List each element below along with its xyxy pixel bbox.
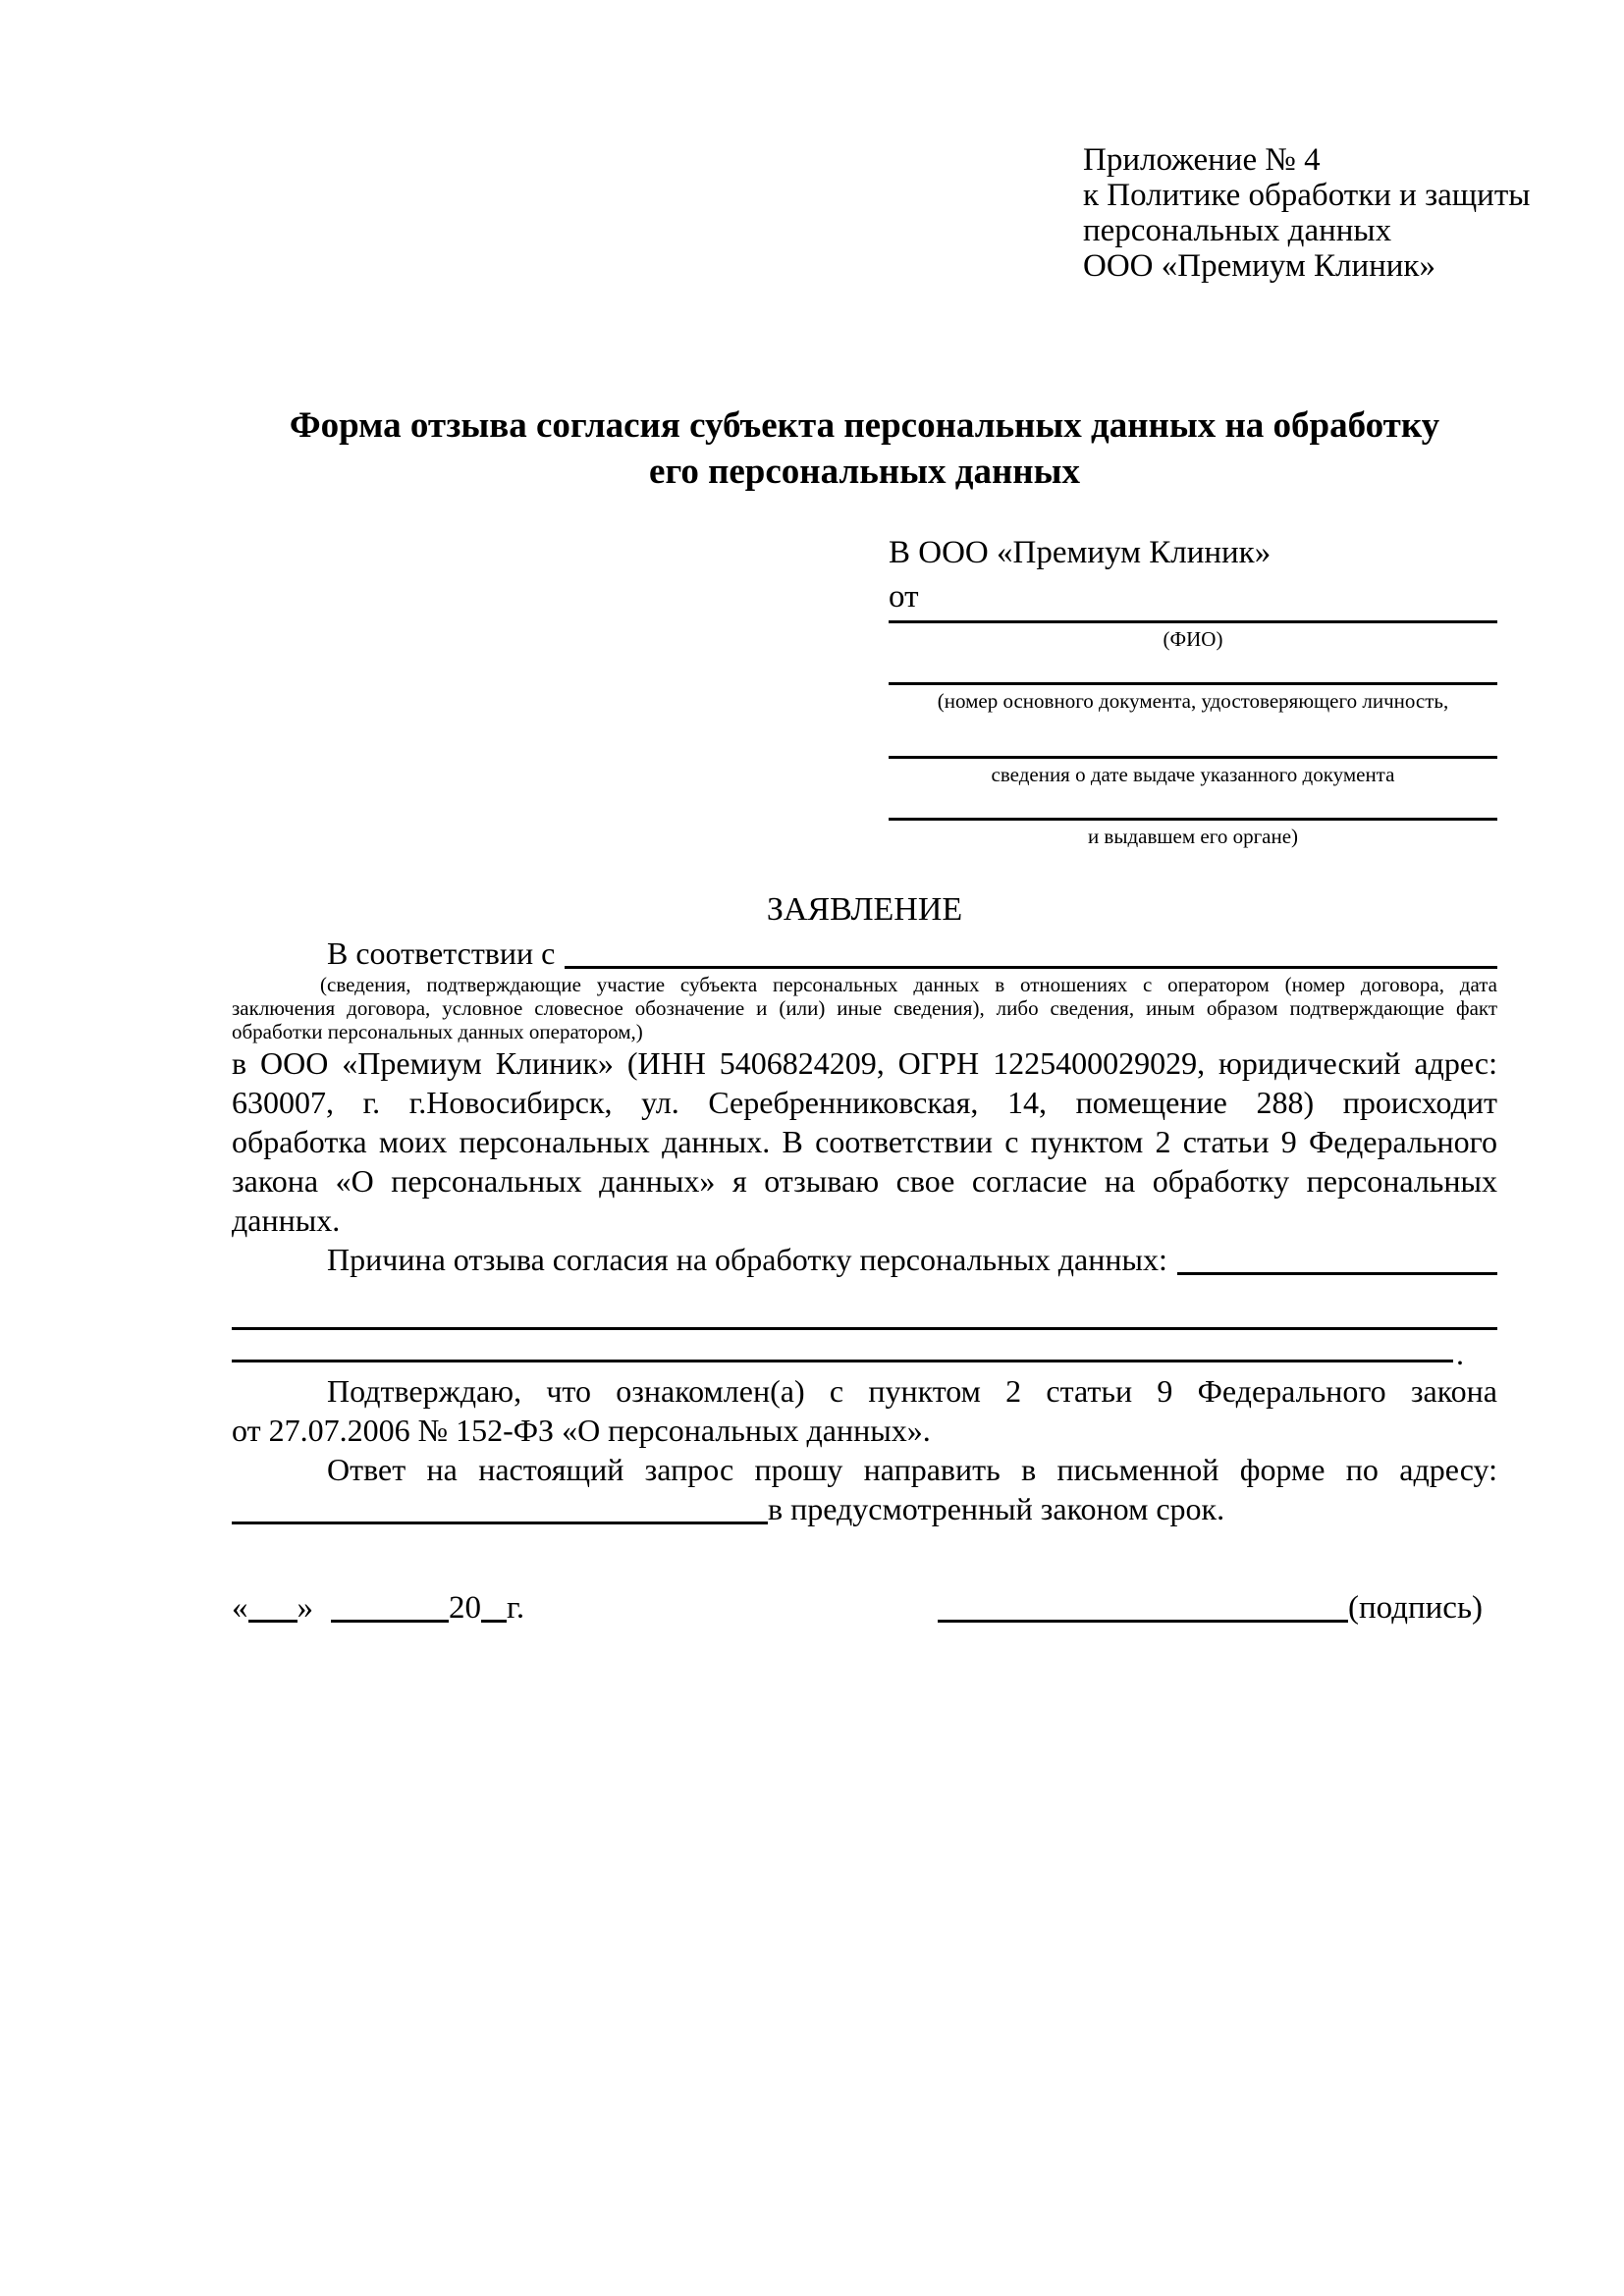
blank-line-period: . xyxy=(1456,1336,1464,1371)
body-paragraph xyxy=(232,1043,1497,1240)
intro-blank-line xyxy=(565,966,1497,969)
signature-field xyxy=(938,1588,1483,1628)
fine-print-line-3: обработки персональных данных оператором,) xyxy=(232,1020,643,1043)
issuing-authority-caption: и выдавшем его органе) xyxy=(1087,825,1299,848)
date-year-prefix: 20 xyxy=(449,1590,481,1626)
reason-extra-blank-line-1 xyxy=(232,1279,1497,1330)
document-title-line-1: Форма отзыва согласия субъекта персональных данных на обработку xyxy=(289,405,1440,446)
fine-print-line-1: (сведения, подтверждающие участие субъекта персональных данных в отношениях с оператором (номер договора, дата xyxy=(320,973,1497,996)
appendix-header xyxy=(1083,142,1530,284)
intro-label: В соответствии с xyxy=(327,935,556,971)
statement-body xyxy=(232,934,1497,1528)
body-line-1: в ООО «Премиум Клиник» (ИНН 5406824209, ОГРН 1225400029029, юридический адрес: xyxy=(232,1045,1497,1081)
fine-print-block xyxy=(232,973,1497,1043)
date-day-blank xyxy=(248,1608,298,1623)
document-number-blank-line xyxy=(889,682,1497,685)
appendix-line-1: Приложение № 4 xyxy=(1083,142,1321,178)
reply-address-blank-line xyxy=(232,1522,768,1524)
fine-print-line-2: заключения договора, условное словесное обозначение и (или) иные сведения), либо сведения, иным образом подтверждающие факт xyxy=(232,996,1497,1020)
confirmation-line-2: от 27.07.2006 № 152-ФЗ «О персональных данных». xyxy=(232,1413,931,1448)
body-line-5: данных. xyxy=(232,1202,341,1238)
body-line-4: закона «О персональных данных» я отзываю свое согласие на обработку персональных xyxy=(232,1163,1497,1199)
signature-blank-line xyxy=(938,1608,1348,1623)
reply-request-line-2: в предусмотренный законом срок. xyxy=(768,1491,1225,1526)
reply-address-row xyxy=(232,1489,1497,1528)
reason-extra-blank-line-2 xyxy=(232,1330,1497,1371)
document-title-line-2: его персональных данных xyxy=(649,452,1080,492)
date-month-blank xyxy=(331,1608,449,1623)
issue-date-caption: сведения о дате выдаче указанного документа xyxy=(991,763,1395,786)
reply-request-line-1: Ответ на настоящий запрос прошу направить в письменной форме по адресу: xyxy=(327,1452,1497,1487)
date-year-suffix: г. xyxy=(507,1590,525,1626)
date-signature-row xyxy=(232,1588,1483,1628)
document-title xyxy=(232,402,1497,495)
addressee-to: В ООО «Премиум Клиник» xyxy=(889,535,1272,570)
appendix-line-2: к Политике обработки и защиты xyxy=(1083,178,1531,213)
fio-caption: (ФИО) xyxy=(1163,627,1223,651)
signature-caption: (подпись) xyxy=(1348,1590,1483,1626)
reason-label: Причина отзыва согласия на обработку персональных данных: xyxy=(327,1242,1167,1277)
date-field xyxy=(232,1588,524,1628)
appendix-line-4: ООО «Премиум Клиник» xyxy=(1083,248,1435,284)
issue-date-blank-line xyxy=(889,756,1497,759)
addressee-from-label: от xyxy=(889,579,919,614)
fio-blank-line xyxy=(889,620,1497,623)
issuing-authority-blank-line xyxy=(889,818,1497,821)
reason-blank-line xyxy=(1177,1272,1497,1275)
fio-field xyxy=(889,620,1497,651)
document-number-field xyxy=(889,682,1497,713)
confirmation-line-1: Подтверждаю, что ознакомлен(а) с пунктом 2 статьи 9 Федерального закона xyxy=(327,1373,1497,1409)
statement-heading: ЗАЯВЛЕНИЕ xyxy=(766,891,963,928)
date-close-quote: » xyxy=(297,1590,313,1626)
date-year-blank xyxy=(481,1608,507,1623)
issue-date-field xyxy=(889,756,1497,786)
addressee-block xyxy=(889,531,1497,848)
reason-row xyxy=(232,1240,1497,1279)
document-number-caption: (номер основного документа, удостоверяющего личность, xyxy=(937,689,1449,713)
intro-row xyxy=(232,934,1497,973)
body-line-2: 630007, г. г.Новосибирск, ул. Серебренниковская, 14, помещение 288) происходит xyxy=(232,1085,1497,1120)
reason-extra-blank-line-2-rule xyxy=(232,1360,1453,1362)
confirmation-paragraph xyxy=(232,1371,1497,1450)
issuing-authority-field xyxy=(889,818,1497,848)
appendix-line-3: персональных данных xyxy=(1083,213,1392,248)
date-open-quote: « xyxy=(232,1590,248,1626)
body-line-3: обработка моих персональных данных. В соответствии с пунктом 2 статьи 9 Федерального xyxy=(232,1124,1497,1159)
